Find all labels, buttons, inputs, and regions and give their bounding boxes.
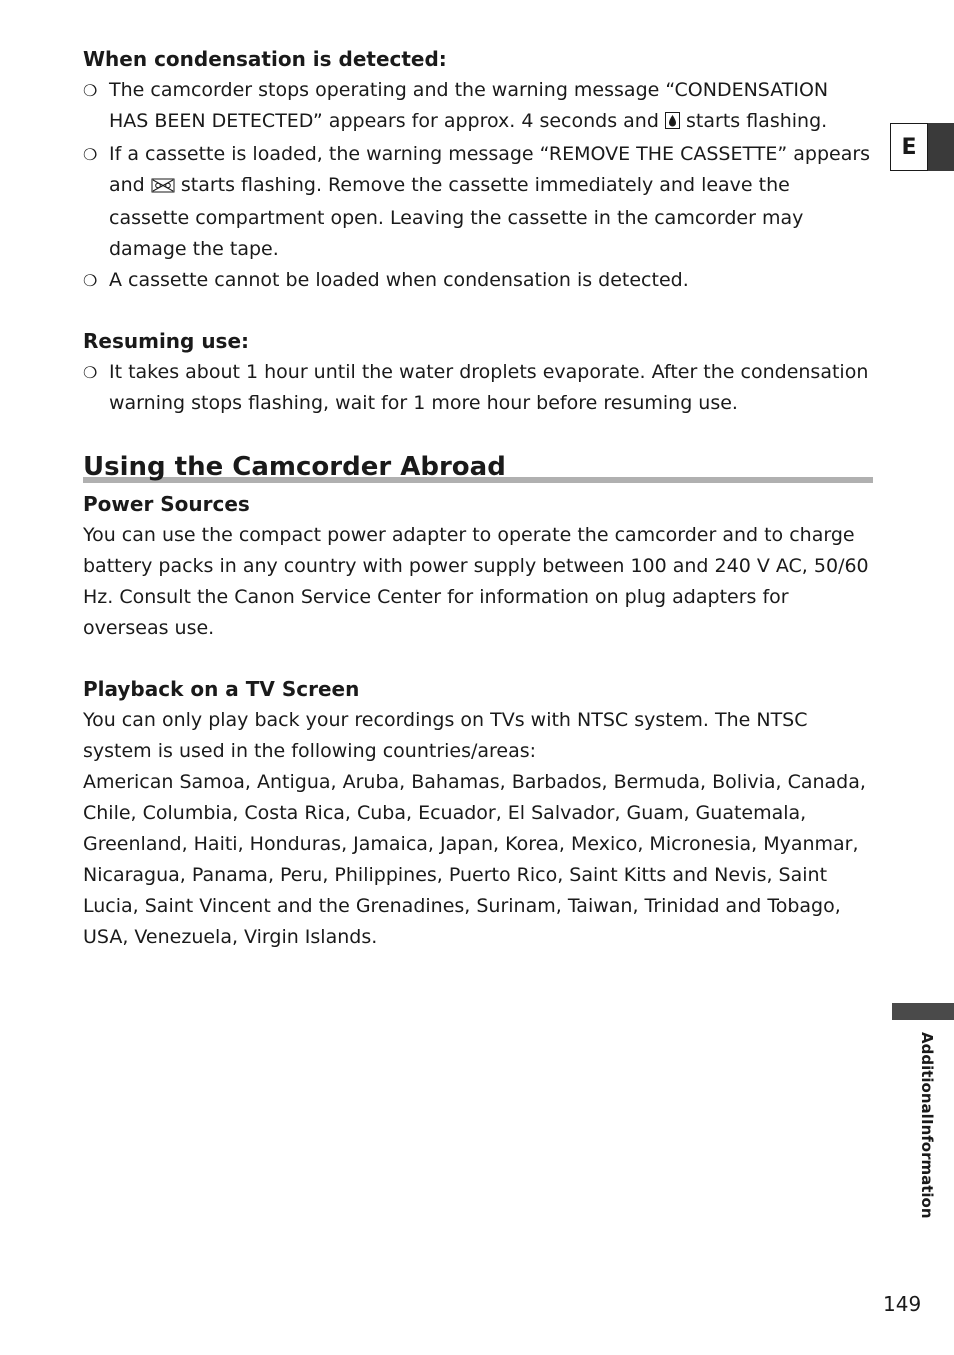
condensation-bullet-3 bbox=[83, 265, 873, 296]
condensation-bullet-1 bbox=[83, 75, 873, 139]
section-tab-label bbox=[893, 1032, 937, 1219]
power-sources-heading: Power Sources bbox=[83, 492, 250, 516]
section-tab-label-line1: Additional bbox=[918, 1032, 936, 1119]
language-tab bbox=[890, 123, 954, 171]
bullet-mark: ❍ bbox=[83, 363, 98, 382]
bullet-text: starts flashing. Remove the cassette immediately and leave the cassette compartment open. Leaving the cassette in the camcorder may damage the tape. bbox=[109, 174, 804, 260]
condensation-drop-icon bbox=[665, 108, 680, 139]
bullet-text: starts flashing. bbox=[686, 110, 828, 132]
language-tab-bar bbox=[928, 123, 954, 171]
power-sources-text: You can use the compact power adapter to operate the camcorder and to charge battery packs in any country with power supply between 100 and 240 V AC, 50/60 Hz. Consult the Canon Service Center for information on plug adapters for overseas use. bbox=[83, 524, 869, 639]
condensation-heading: When condensation is detected: bbox=[83, 47, 447, 71]
resuming-heading: Resuming use: bbox=[83, 329, 250, 353]
resuming-bullet-1 bbox=[83, 357, 873, 419]
section-tab-label-line2: Information bbox=[918, 1118, 936, 1219]
page-content bbox=[83, 44, 873, 953]
tv-playback-text: You can only play back your recordings on TVs with NTSC system. The NTSC system is used in the following countries/areas: bbox=[83, 709, 808, 762]
section-title-block bbox=[83, 449, 873, 489]
bullet-mark: ❍ bbox=[83, 81, 98, 100]
condensation-bullet-2 bbox=[83, 139, 873, 265]
bullet-mark: ❍ bbox=[83, 271, 98, 290]
language-tab-letter: E bbox=[890, 123, 928, 171]
page-number: 149 bbox=[883, 1292, 922, 1316]
section-title: Using the Camcorder Abroad bbox=[83, 452, 506, 482]
tv-playback-heading: Playback on a TV Screen bbox=[83, 677, 360, 701]
ntsc-country-list: American Samoa, Antigua, Aruba, Bahamas, Barbados, Bermuda, Bolivia, Canada, Chile, Columbia, Costa Rica, Cuba, Ecuador, El Salvador, Guam, Guatemala, Greenland, Haiti, Honduras, Jamaica, Japan, Korea, Mexico, Micronesia, Myanmar, Nicaragua, Panama, Peru, Philippines, Puerto Rico, Saint Kitts and Nevis, Saint Lucia, Saint Vincent and the Grenadines, Surinam, Taiwan, Trinidad and Tobago, USA, Venezuela, Virgin Islands. bbox=[83, 771, 866, 948]
bullet-text: It takes about 1 hour until the water droplets evaporate. After the condensation warning stops flashing, wait for 1 more hour before resuming use. bbox=[109, 361, 869, 414]
bullet-text: If a cassette is loaded, the warning message “REMOVE THE CASSETTE” appears and bbox=[109, 143, 871, 196]
cassette-warning-icon bbox=[151, 172, 175, 203]
bullet-text: The camcorder stops operating and the warning message “CONDENSATION HAS BEEN DETECTED” appears for approx. 4 seconds and bbox=[109, 79, 829, 132]
section-tab-bar bbox=[892, 1003, 954, 1020]
bullet-mark: ❍ bbox=[83, 145, 98, 164]
bullet-text: A cassette cannot be loaded when condensation is detected. bbox=[109, 269, 689, 291]
